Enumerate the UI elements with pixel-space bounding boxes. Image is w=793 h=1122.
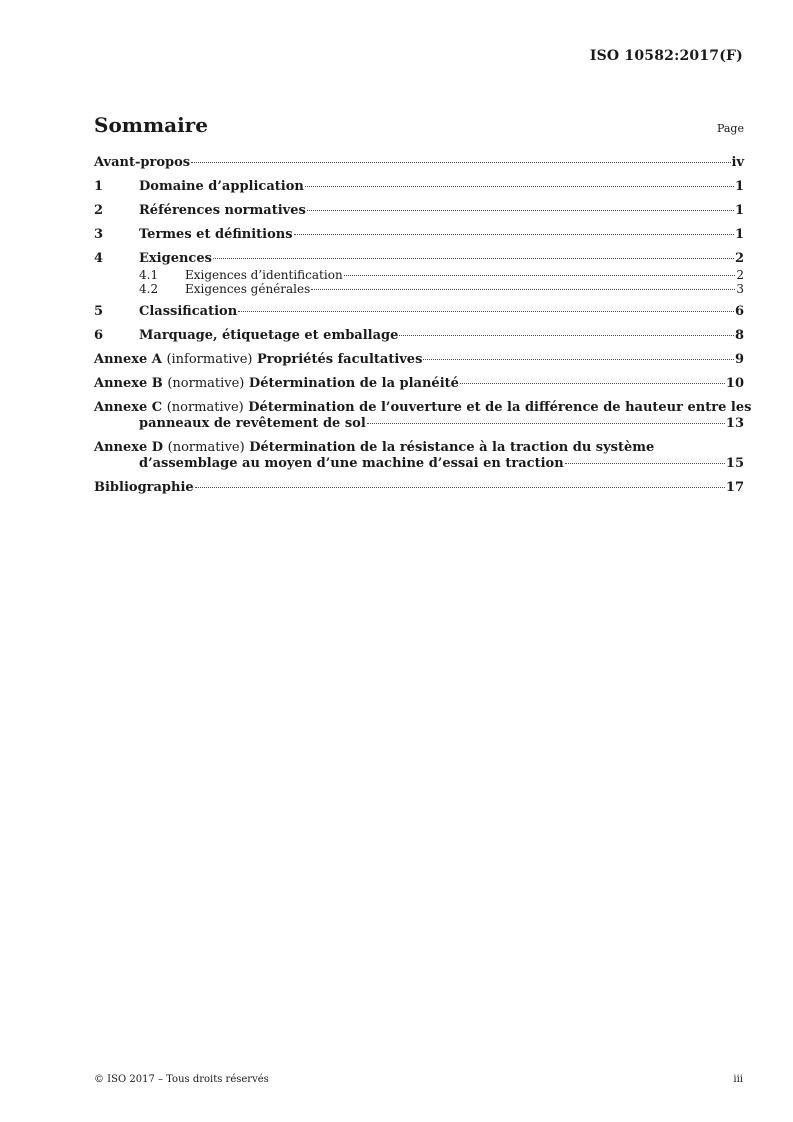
toc-entry-number: 4 [94, 251, 104, 266]
annex-title: Propriétés facultatives [257, 352, 423, 367]
dot-leader [238, 311, 734, 312]
annex-title-line-2: panneaux de revêtement de sol [139, 416, 366, 431]
footer-page-number: iii [733, 1074, 743, 1085]
toc-title: Sommaire [94, 113, 208, 137]
toc-entry-number: 4.2 [139, 282, 159, 296]
annex-type: (informative) [166, 352, 253, 367]
toc-entry-number: 6 [94, 328, 104, 343]
toc-annex-c[interactable] [94, 400, 752, 432]
toc-entry-6[interactable] [94, 328, 744, 344]
toc-entry-page: 9 [734, 352, 744, 367]
dot-leader [344, 275, 736, 276]
toc-heading [94, 113, 744, 137]
toc-entry-foreword[interactable] [94, 155, 744, 171]
toc-entry-4-1[interactable] [94, 268, 744, 282]
toc-entry-4[interactable] [94, 251, 744, 267]
toc-entry-page: 8 [734, 328, 744, 343]
toc-entry-title: Références normatives [139, 203, 306, 218]
toc-entry-page: iv [731, 155, 744, 170]
toc-entry-title: Termes et définitions [139, 227, 293, 242]
toc-entry-title: Exigences d’identification [185, 268, 343, 282]
toc-entry-number: 5 [94, 304, 104, 319]
dot-leader [367, 423, 725, 424]
toc-entry-page: 2 [736, 268, 744, 282]
toc-entry-title: Bibliographie [94, 480, 194, 495]
annex-label-group [94, 352, 422, 368]
annex-title: Détermination de la planéité [248, 376, 459, 391]
annex-label: Annexe D [94, 440, 164, 455]
annex-type: (normative) [167, 376, 245, 391]
dot-leader [191, 162, 730, 163]
toc-entry-page: 2 [734, 251, 744, 266]
dot-leader [307, 210, 734, 211]
document-id: ISO 10582:2017(F) [589, 48, 743, 64]
annex-label: Annexe B [94, 376, 163, 391]
toc-entry-number: 1 [94, 179, 104, 194]
annex-line-1 [94, 440, 744, 456]
annex-line-1 [94, 400, 752, 416]
dot-leader [195, 487, 725, 488]
dot-leader [565, 463, 725, 464]
toc-entry-5[interactable] [94, 304, 744, 320]
toc-entry-number: 3 [94, 227, 104, 242]
page-column-label: Page [716, 122, 744, 135]
toc-entry-bibliography[interactable] [94, 480, 744, 496]
table-of-contents [94, 155, 752, 504]
annex-label: Annexe C [94, 400, 163, 415]
toc-annex-b[interactable] [94, 376, 744, 392]
toc-entry-page: 1 [734, 179, 744, 194]
toc-entry-page: 6 [734, 304, 744, 319]
toc-annex-a[interactable] [94, 352, 744, 368]
annex-title-line-2: d’assemblage au moyen d’une machine d’essai en traction [139, 456, 564, 471]
toc-entry-title: Marquage, étiquetage et emballage [139, 328, 399, 343]
annex-type: (normative) [166, 400, 244, 415]
annex-type: (normative) [167, 440, 245, 455]
dot-leader [423, 359, 734, 360]
dot-leader [213, 258, 734, 259]
toc-entry-1[interactable] [94, 179, 744, 195]
toc-entry-page: 15 [725, 456, 744, 471]
toc-entry-3[interactable] [94, 227, 744, 243]
toc-entry-2[interactable] [94, 203, 744, 219]
toc-entry-page: 1 [734, 227, 744, 242]
dot-leader [460, 383, 725, 384]
annex-title-line-1: Détermination de la résistance à la traction du système [249, 440, 655, 455]
annex-line-2 [94, 456, 744, 472]
toc-entry-page: 1 [734, 203, 744, 218]
annex-line-2 [94, 416, 744, 432]
toc-entry-title: Avant-propos [94, 155, 191, 170]
toc-entry-title: Domaine d’application [139, 179, 304, 194]
dot-leader [399, 335, 734, 336]
toc-entry-4-2[interactable] [94, 282, 744, 296]
toc-entry-number: 4.1 [139, 268, 159, 282]
annex-label: Annexe A [94, 352, 162, 367]
annex-title-line-1: Détermination de l’ouverture et de la différence de hauteur entre les [248, 400, 752, 415]
dot-leader [305, 186, 734, 187]
toc-entry-page: 17 [725, 480, 744, 495]
toc-entry-page: 13 [725, 416, 744, 431]
toc-entry-page: 3 [736, 282, 744, 296]
toc-annex-d[interactable] [94, 440, 744, 472]
annex-label-group [94, 376, 459, 392]
footer-copyright: © ISO 2017 – Tous droits réservés [94, 1074, 269, 1085]
toc-entry-title: Exigences générales [185, 282, 311, 296]
toc-entry-page: 10 [725, 376, 744, 391]
toc-entry-title: Classification [139, 304, 238, 319]
toc-entry-title: Exigences [139, 251, 212, 266]
dot-leader [294, 234, 734, 235]
toc-entry-number: 2 [94, 203, 104, 218]
dot-leader [311, 289, 735, 290]
